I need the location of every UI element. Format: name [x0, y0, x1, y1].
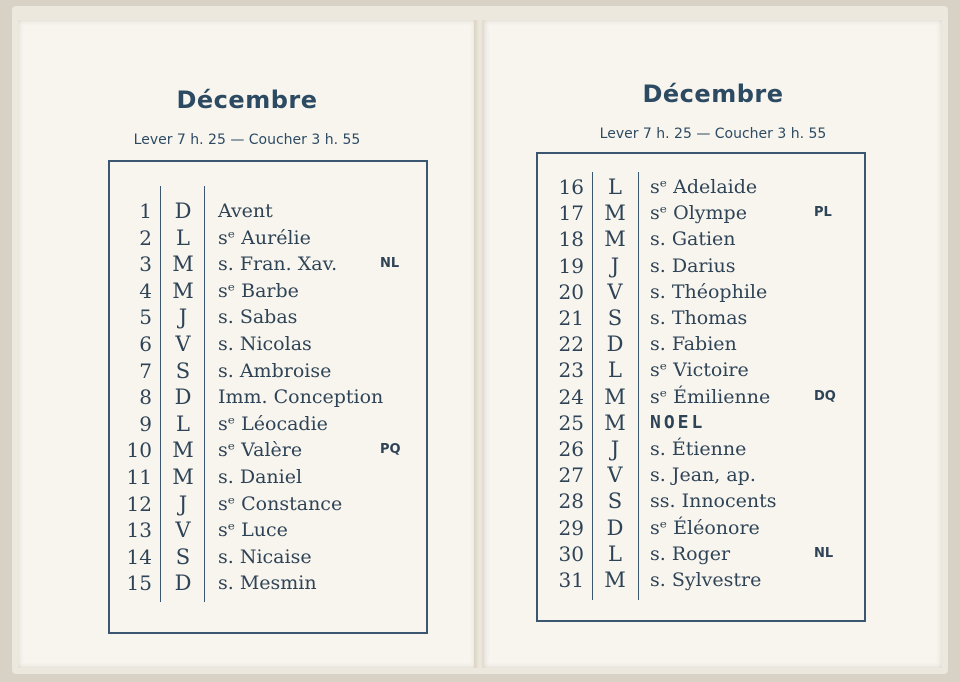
day-row: [538, 567, 864, 593]
day-row: [538, 279, 864, 305]
right-page: [484, 20, 942, 668]
weekday-letter: L: [176, 411, 190, 436]
day-row: [110, 251, 426, 277]
day-number: 1: [139, 199, 152, 223]
saint-name: s. Nicaise: [218, 545, 312, 568]
day-number: 5: [139, 305, 152, 330]
day-row: [538, 174, 864, 200]
day-number: 12: [126, 491, 152, 516]
weekday-letter: D: [606, 332, 624, 357]
days-table: [536, 152, 866, 622]
moon-phase: DQ: [814, 388, 836, 404]
day-number: 19: [558, 253, 584, 278]
saint-name: sᵉ Aurélie: [218, 226, 311, 249]
weekday-letter: J: [610, 437, 620, 461]
weekday-letter: M: [604, 410, 626, 435]
day-row: [538, 384, 864, 410]
day-row: [538, 253, 864, 279]
day-row: [110, 278, 426, 304]
day-row: [110, 570, 426, 596]
weekday-letter: M: [604, 227, 626, 252]
day-row: [538, 305, 864, 331]
weekday-letter: J: [610, 253, 620, 278]
saint-name: ss. Innocents: [650, 490, 777, 513]
day-row: [110, 491, 426, 517]
calendar-booklet: [12, 6, 948, 674]
day-number: 2: [139, 225, 152, 250]
day-number: 29: [558, 515, 584, 540]
day-row: [110, 437, 426, 463]
weekday-letter: S: [607, 489, 623, 514]
day-number: 6: [139, 332, 152, 356]
saint-name: NOEL: [650, 411, 706, 433]
left-page: [18, 20, 476, 668]
day-row: [110, 358, 426, 384]
saint-name: sᵉ Adelaide: [650, 176, 758, 198]
weekday-letter: L: [608, 175, 622, 199]
day-number: 4: [139, 278, 152, 303]
day-number: 10: [126, 438, 152, 463]
day-row: [110, 331, 426, 357]
weekday-letter: M: [604, 201, 626, 226]
day-number: 28: [558, 489, 584, 514]
saint-name: s. Gatien: [650, 228, 736, 251]
day-number: 26: [558, 437, 584, 461]
day-row: [110, 225, 426, 251]
day-number: 14: [126, 544, 152, 569]
day-row: [538, 200, 864, 226]
saint-name: sᵉ Victoire: [650, 359, 749, 382]
saint-name: sᵉ Constance: [218, 492, 343, 515]
saint-name: s. Daniel: [218, 466, 303, 488]
day-number: 15: [126, 571, 152, 596]
saint-name: s. Thomas: [650, 307, 748, 329]
saint-name: sᵉ Léocadie: [218, 412, 328, 435]
weekday-letter: S: [607, 306, 623, 330]
saint-name: s. Roger: [650, 542, 731, 565]
saint-name: s. Jean, ap.: [650, 464, 756, 487]
day-number: 25: [558, 410, 584, 435]
weekday-letter: M: [172, 465, 194, 489]
weekday-letter: D: [174, 199, 192, 223]
sunrise-sunset: Lever 7 h. 25 — Coucher 3 h. 55: [599, 126, 827, 142]
weekday-letter: D: [606, 515, 624, 540]
weekday-letter: M: [172, 252, 194, 277]
weekday-letter: V: [607, 463, 623, 488]
weekday-letter: J: [178, 491, 188, 516]
day-number: 9: [139, 411, 152, 436]
day-number: 24: [558, 384, 584, 409]
month-title: Décembre: [176, 86, 318, 114]
day-number: 31: [558, 568, 584, 592]
saint-name: s. Théophile: [650, 280, 768, 303]
saint-name: s. Étienne: [650, 438, 747, 460]
day-number: 23: [558, 358, 584, 383]
day-row: [110, 198, 426, 224]
saint-name: s. Nicolas: [218, 333, 312, 355]
day-number: 7: [139, 358, 152, 383]
day-number: 21: [558, 306, 584, 330]
day-row: [110, 464, 426, 490]
sunrise-sunset: Lever 7 h. 25 — Coucher 3 h. 55: [133, 132, 361, 148]
day-number: 17: [558, 201, 584, 226]
weekday-letter: L: [608, 541, 622, 566]
day-row: [538, 541, 864, 567]
moon-phase: PL: [814, 205, 832, 221]
weekday-letter: M: [604, 568, 626, 592]
weekday-letter: S: [175, 358, 191, 383]
day-number: 16: [558, 175, 584, 199]
weekday-letter: M: [172, 438, 194, 463]
day-row: [538, 226, 864, 252]
day-number: 11: [126, 465, 152, 489]
weekday-letter: V: [175, 518, 191, 543]
saint-name: s. Fabien: [650, 333, 737, 356]
saint-name: s. Fran. Xav.: [218, 253, 338, 276]
moon-phase: PQ: [380, 442, 401, 458]
day-row: [110, 517, 426, 543]
saint-name: s. Mesmin: [218, 572, 317, 595]
day-row: [538, 436, 864, 462]
saint-name: s. Darius: [650, 254, 736, 277]
saint-name: Imm. Conception: [218, 386, 384, 409]
weekday-letter: J: [178, 305, 188, 330]
saint-name: s. Sylvestre: [650, 569, 762, 591]
day-number: 18: [558, 227, 584, 252]
day-number: 8: [139, 385, 152, 410]
weekday-letter: D: [174, 385, 192, 410]
saint-name: sᵉ Olympe: [650, 202, 747, 225]
day-number: 3: [139, 252, 152, 277]
saint-name: Avent: [218, 200, 273, 222]
saint-name: s. Ambroise: [218, 359, 332, 382]
weekday-letter: V: [175, 332, 191, 356]
weekday-letter: L: [176, 225, 190, 250]
saint-name: sᵉ Luce: [218, 519, 288, 542]
weekday-letter: L: [608, 358, 622, 383]
weekday-letter: S: [175, 544, 191, 569]
day-row: [110, 411, 426, 437]
day-row: [538, 357, 864, 383]
weekday-letter: D: [174, 571, 192, 596]
day-row: [538, 515, 864, 541]
day-row: [110, 384, 426, 410]
day-number: 30: [558, 541, 584, 566]
saint-name: sᵉ Émilienne: [650, 385, 771, 408]
day-row: [110, 304, 426, 330]
saint-name: sᵉ Barbe: [218, 279, 299, 302]
day-number: 22: [558, 332, 584, 357]
moon-phase: NL: [380, 256, 400, 272]
day-row: [538, 488, 864, 514]
weekday-letter: M: [172, 278, 194, 303]
days-table: [108, 160, 428, 634]
saint-name: s. Sabas: [218, 306, 298, 329]
weekday-letter: M: [604, 384, 626, 409]
day-number: 27: [558, 463, 584, 488]
saint-name: sᵉ Éléonore: [650, 516, 760, 539]
day-row: [538, 331, 864, 357]
day-row: [538, 410, 864, 436]
month-title: Décembre: [642, 80, 784, 108]
saint-name: sᵉ Valère: [218, 439, 303, 462]
day-row: [110, 544, 426, 570]
weekday-letter: V: [607, 279, 623, 304]
day-row: [538, 462, 864, 488]
moon-phase: NL: [814, 545, 834, 561]
day-number: 20: [558, 279, 584, 304]
day-number: 13: [126, 518, 152, 543]
